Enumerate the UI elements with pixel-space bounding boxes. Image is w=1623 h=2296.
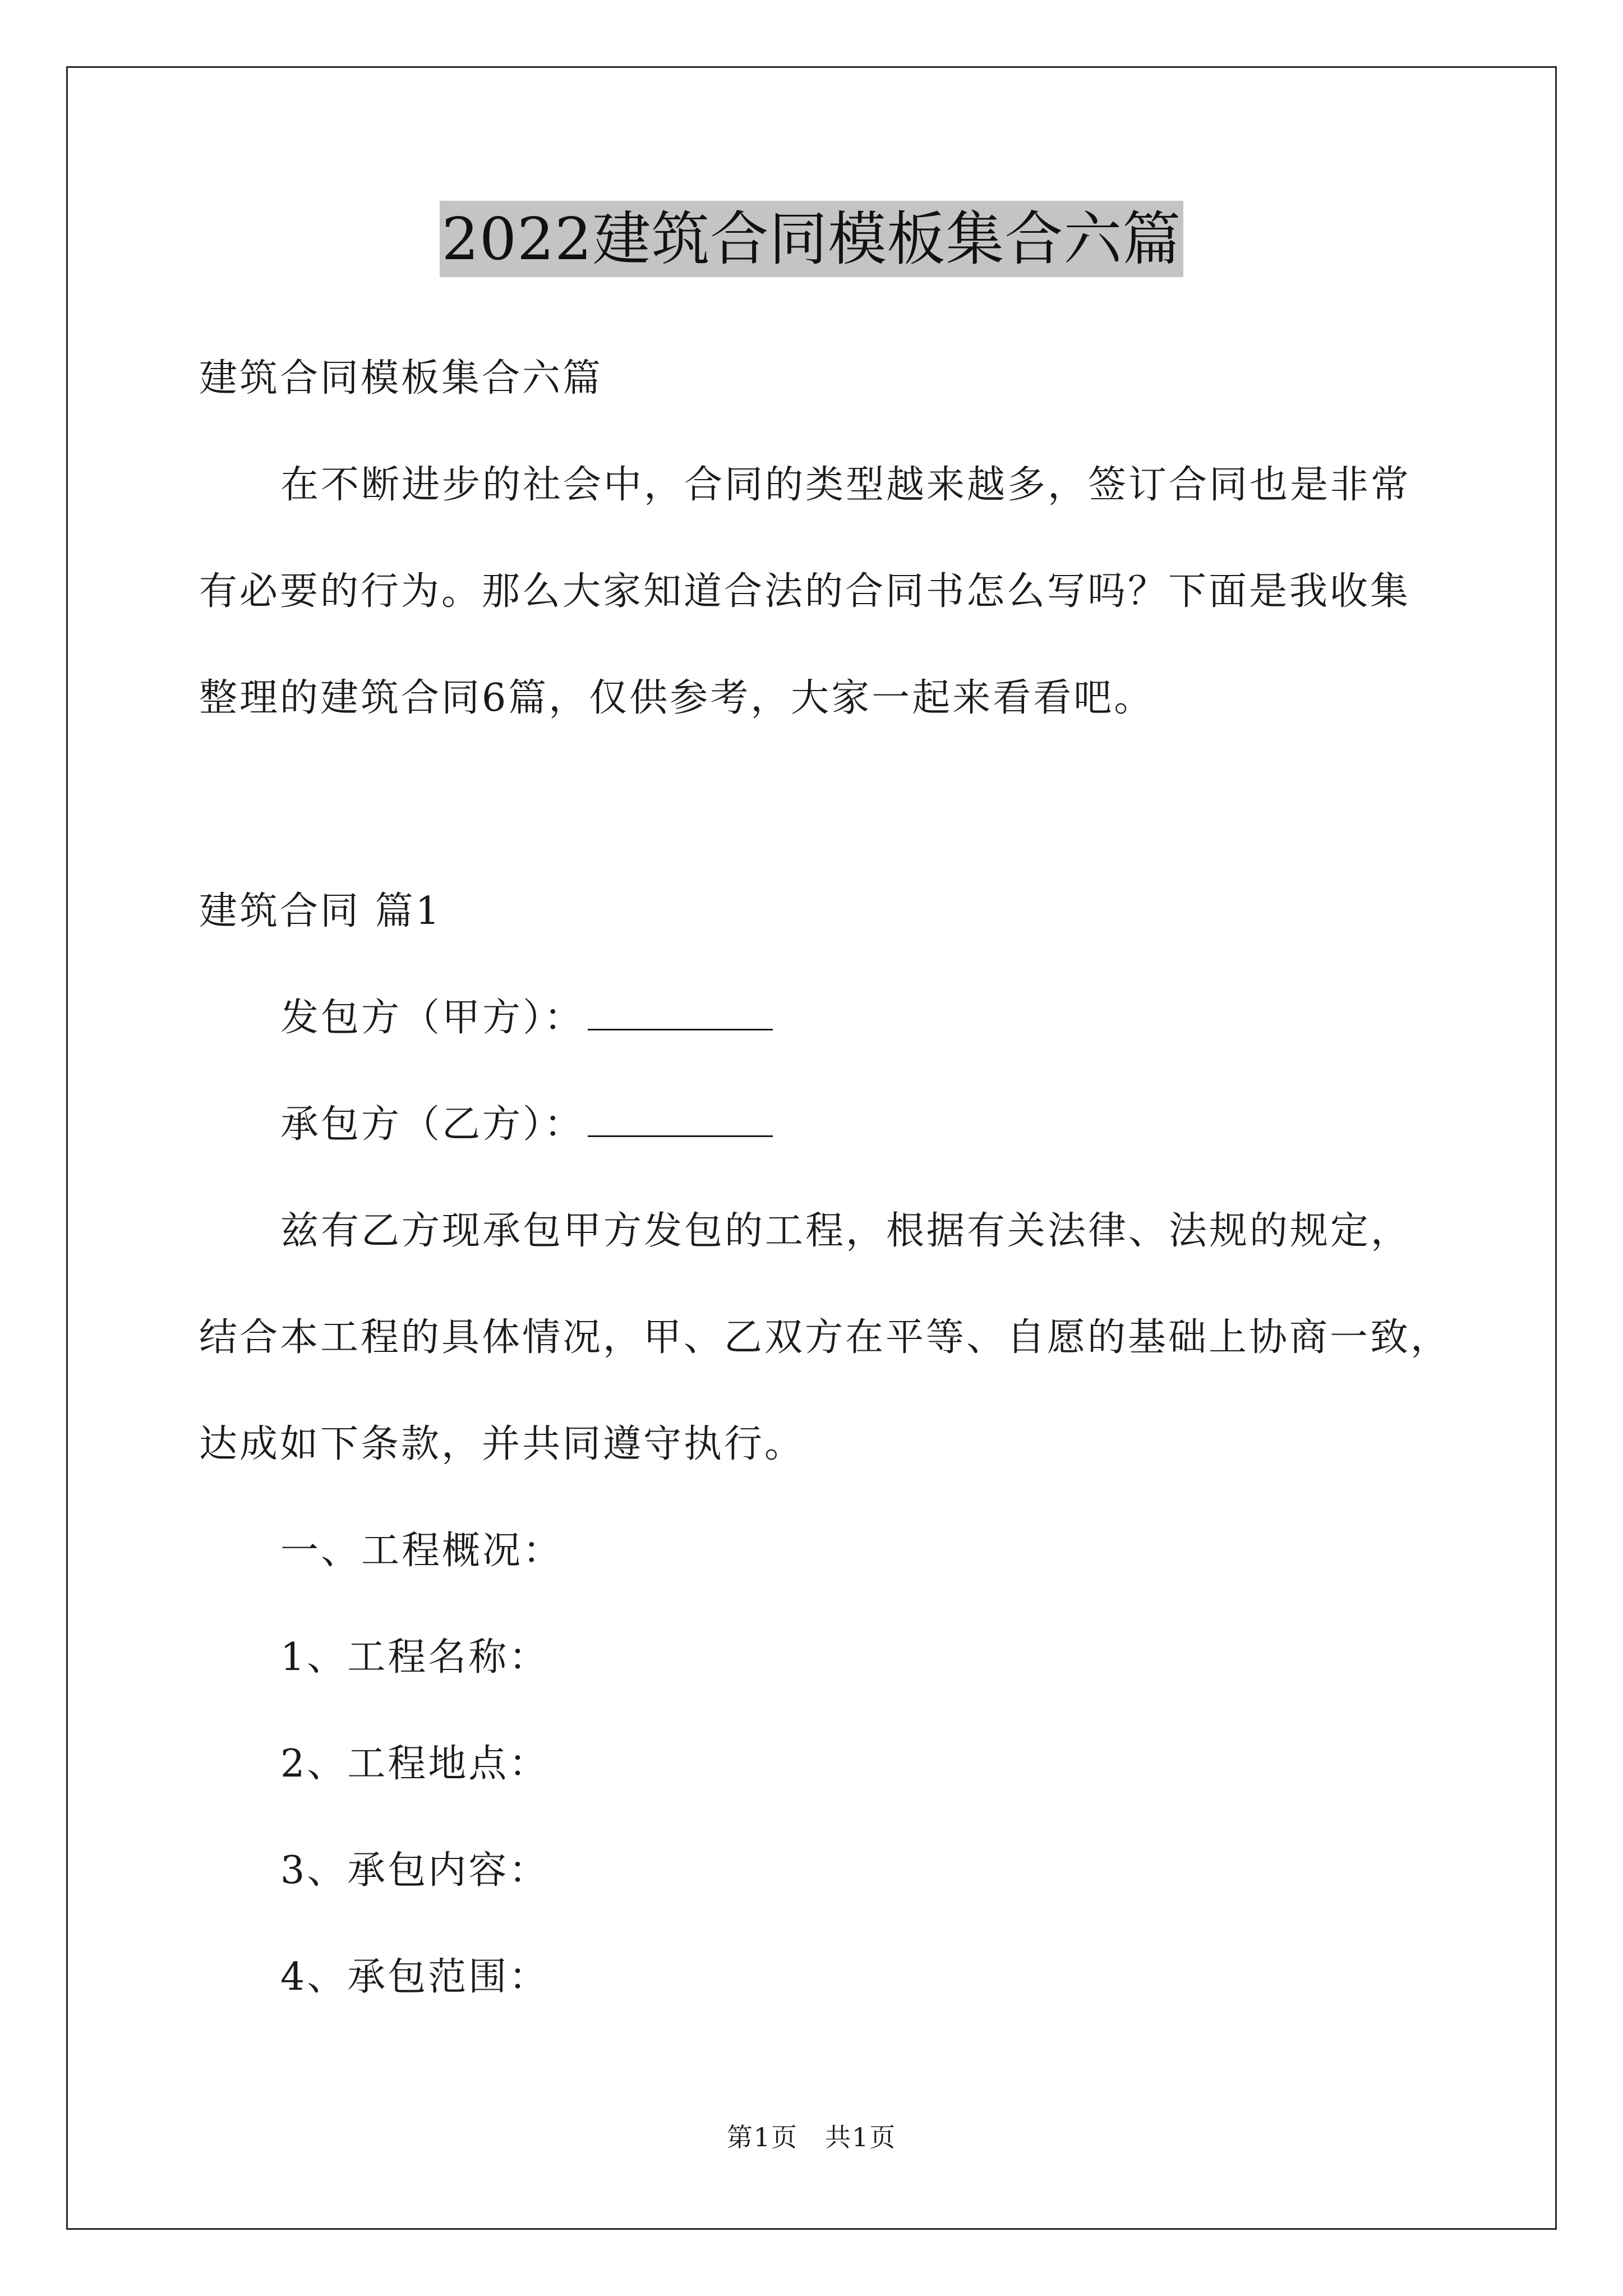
clause-item: 1、工程名称： <box>280 1635 550 1680</box>
paragraph-line: 结合本工程的具体情况，甲、乙双方在平等、自愿的基础上协商一致， <box>199 1315 1451 1360</box>
paragraph-line: 兹有乙方现承包甲方发包的工程，根据有关法律、法规的规定， <box>280 1209 1412 1253</box>
clause-item: 2、工程地点： <box>280 1742 550 1786</box>
document-title: 2022建筑合同模板集合六篇 <box>440 201 1184 277</box>
title-container <box>0 201 1623 277</box>
party-b-label: 承包方（乙方）： <box>280 1102 585 1147</box>
party-a-blank <box>588 993 773 1030</box>
section-heading: 建筑合同 篇1 <box>199 889 442 933</box>
clause-item: 4、承包范围： <box>280 1955 550 1999</box>
clause-heading: 一、工程概况： <box>280 1529 564 1573</box>
clause-item: 3、承包内容： <box>280 1848 550 1893</box>
paragraph-line: 有必要的行为。那么大家知道合法的合同书怎么写吗？下面是我收集 <box>199 569 1411 614</box>
paragraph-line: 在不断进步的社会中，合同的类型越来越多，签订合同也是非常 <box>280 463 1412 507</box>
party-a-line <box>280 993 773 1043</box>
party-b-line <box>280 1099 773 1150</box>
subtitle: 建筑合同模板集合六篇 <box>199 356 603 401</box>
party-b-blank <box>588 1099 773 1137</box>
party-a-label: 发包方（甲方）： <box>280 996 585 1040</box>
paragraph-line: 达成如下条款，并共同遵守执行。 <box>199 1422 805 1466</box>
page-footer: 第1页 共1页 <box>726 2122 897 2152</box>
paragraph-line: 整理的建筑合同6篇，仅供参考，大家一起来看看吧。 <box>199 676 1155 720</box>
